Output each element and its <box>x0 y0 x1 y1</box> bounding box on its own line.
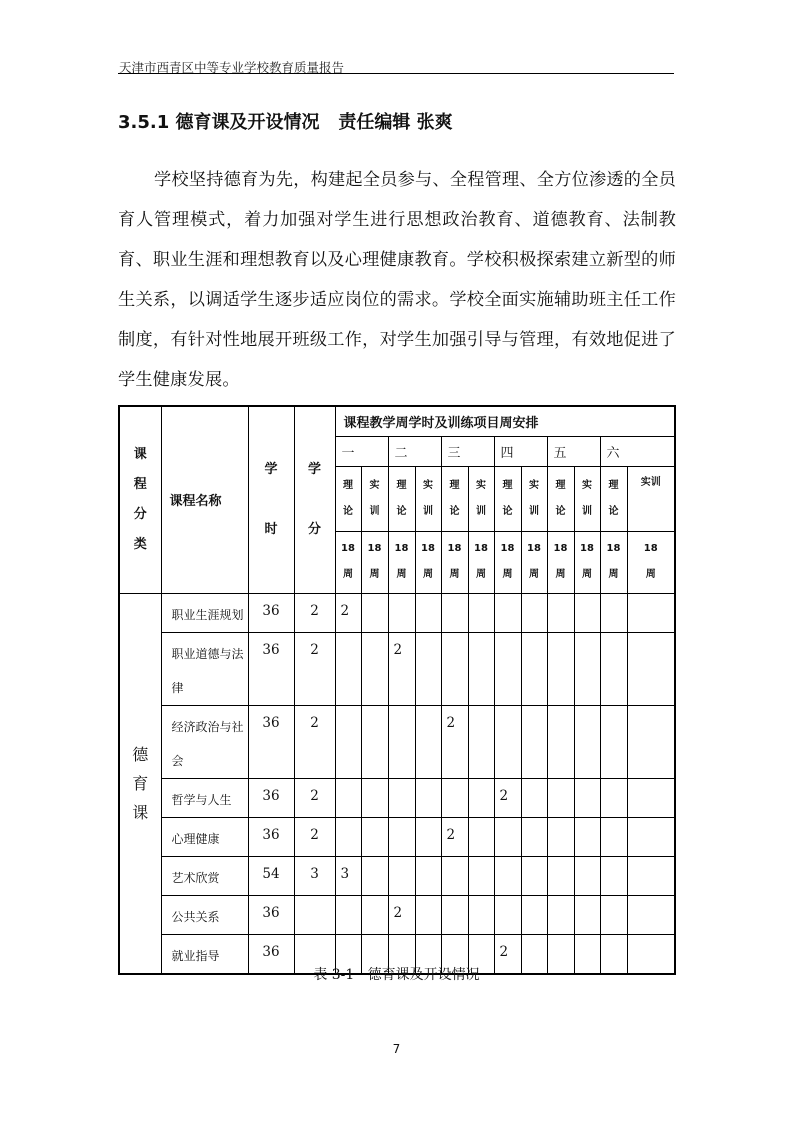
table-row <box>119 817 675 856</box>
schedule-cell <box>468 632 494 705</box>
credits-cell: 2 <box>294 632 335 705</box>
schedule-cell <box>415 705 441 778</box>
schedule-cell <box>468 778 494 817</box>
term-header: 三 <box>441 436 494 466</box>
schedule-cell: 2 <box>335 593 361 632</box>
schedule-cell <box>388 593 415 632</box>
schedule-cell <box>388 856 415 895</box>
schedule-cell <box>468 895 494 934</box>
practice-header: 实 训 <box>574 466 600 531</box>
theory-header: 理 论 <box>600 466 627 531</box>
schedule-cell <box>574 705 600 778</box>
schedule-cell <box>627 817 675 856</box>
schedule-cell <box>521 817 547 856</box>
table-row <box>119 705 675 778</box>
practice-header: 实 训 <box>521 466 547 531</box>
theory-header: 理 论 <box>547 466 574 531</box>
weeks-header: 18 周 <box>600 531 627 593</box>
schedule-cell <box>415 817 441 856</box>
schedule-cell <box>335 632 361 705</box>
weeks-header: 18 周 <box>441 531 468 593</box>
schedule-cell <box>600 705 627 778</box>
schedule-cell <box>335 778 361 817</box>
schedule-cell <box>415 593 441 632</box>
course-name-cell: 职业生涯规划 <box>161 593 248 632</box>
header-credits: 学 分 <box>294 406 335 593</box>
weeks-header: 18 周 <box>468 531 494 593</box>
schedule-cell <box>600 778 627 817</box>
schedule-cell <box>547 895 574 934</box>
course-name-cell: 职业道德与法 律 <box>161 632 248 705</box>
header-rule <box>118 73 674 74</box>
credits-cell: 2 <box>294 778 335 817</box>
schedule-cell <box>361 705 388 778</box>
course-name-cell: 哲学与人生 <box>161 778 248 817</box>
schedule-cell <box>361 856 388 895</box>
schedule-cell <box>494 705 521 778</box>
schedule-cell: 3 <box>335 856 361 895</box>
schedule-cell <box>627 895 675 934</box>
term-header: 五 <box>547 436 600 466</box>
schedule-cell <box>468 705 494 778</box>
hours-cell: 36 <box>248 705 294 778</box>
schedule-cell <box>627 593 675 632</box>
schedule-cell <box>335 705 361 778</box>
schedule-cell <box>441 778 468 817</box>
course-name-cell: 艺术欣赏 <box>161 856 248 895</box>
schedule-cell <box>494 632 521 705</box>
header-course-name: 课程名称 <box>161 406 248 593</box>
schedule-cell <box>415 856 441 895</box>
table-row <box>119 632 675 705</box>
header-week-schedule: 课程教学周学时及训练项目周安排 <box>335 406 675 436</box>
section-title: 3.5.1 德育课及开设情况 责任编辑 张爽 <box>118 112 453 133</box>
schedule-cell <box>468 593 494 632</box>
schedule-cell <box>547 778 574 817</box>
schedule-cell <box>574 817 600 856</box>
schedule-cell <box>361 895 388 934</box>
table-caption: 表 3-1 德育课及开设情况 <box>313 967 480 983</box>
schedule-cell <box>574 895 600 934</box>
weeks-header: 18 周 <box>627 531 675 593</box>
schedule-cell: 2 <box>441 817 468 856</box>
schedule-cell <box>415 778 441 817</box>
weeks-header: 18 周 <box>415 531 441 593</box>
hours-cell: 36 <box>248 593 294 632</box>
schedule-cell <box>627 632 675 705</box>
theory-header: 理 论 <box>388 466 415 531</box>
schedule-cell <box>547 632 574 705</box>
term-header: 六 <box>600 436 675 466</box>
schedule-cell <box>521 705 547 778</box>
schedule-cell: 2 <box>494 934 521 974</box>
weeks-header: 18 周 <box>574 531 600 593</box>
schedule-cell <box>600 856 627 895</box>
table-row <box>119 778 675 817</box>
schedule-cell <box>600 817 627 856</box>
weeks-header: 18 周 <box>388 531 415 593</box>
schedule-cell: 2 <box>441 705 468 778</box>
course-table <box>118 405 676 975</box>
table-row <box>119 856 675 895</box>
header-hours: 学 时 <box>248 406 294 593</box>
schedule-cell <box>388 705 415 778</box>
credits-cell: 2 <box>294 705 335 778</box>
schedule-cell <box>574 632 600 705</box>
theory-header: 理 论 <box>441 466 468 531</box>
schedule-cell <box>335 817 361 856</box>
term-header: 一 <box>335 436 388 466</box>
schedule-cell <box>494 817 521 856</box>
hours-cell: 36 <box>248 895 294 934</box>
weeks-header: 18 周 <box>521 531 547 593</box>
schedule-cell <box>627 705 675 778</box>
schedule-cell <box>494 856 521 895</box>
header-category: 课 程 分 类 <box>119 406 161 593</box>
schedule-cell <box>547 705 574 778</box>
credits-cell: 2 <box>294 593 335 632</box>
schedule-cell <box>547 817 574 856</box>
schedule-cell <box>415 632 441 705</box>
theory-header: 理 论 <box>494 466 521 531</box>
schedule-cell <box>627 778 675 817</box>
schedule-cell <box>521 895 547 934</box>
course-name-cell: 就业指导 <box>161 934 248 974</box>
schedule-cell <box>468 856 494 895</box>
course-name-cell: 公共关系 <box>161 895 248 934</box>
schedule-cell <box>441 856 468 895</box>
schedule-cell: 2 <box>388 895 415 934</box>
weeks-header: 18 周 <box>335 531 361 593</box>
schedule-cell <box>494 593 521 632</box>
schedule-cell <box>600 632 627 705</box>
schedule-cell <box>361 593 388 632</box>
hours-cell: 54 <box>248 856 294 895</box>
schedule-cell <box>441 895 468 934</box>
schedule-cell <box>388 817 415 856</box>
term-header: 四 <box>494 436 547 466</box>
practice-header: 实 训 <box>415 466 441 531</box>
schedule-cell <box>574 856 600 895</box>
course-name-cell: 经济政治与社 会 <box>161 705 248 778</box>
schedule-cell: 2 <box>388 632 415 705</box>
category-cell: 德 育 课 <box>119 593 161 974</box>
body-paragraph: 学校坚持德育为先，构建起全员参与、全程管理、全方位渗透的全员育人管理模式，着力加强对学生进行思想政治教育、道德教育、法制教育、职业生涯和理想教育以及心理健康教育。学校积极探索建立新型的师生关系，以调适学生逐步适应岗位的需求。学校全面实施辅助班主任工作制度，有针对性地展开班级工作，对学生加强引导与管理，有效地促进了学生健康发展。 <box>118 170 676 390</box>
hours-cell: 36 <box>248 817 294 856</box>
hours-cell: 36 <box>248 934 294 974</box>
credits-cell: 2 <box>294 817 335 856</box>
schedule-cell <box>574 778 600 817</box>
schedule-cell <box>335 895 361 934</box>
schedule-cell <box>494 895 521 934</box>
schedule-cell <box>547 593 574 632</box>
schedule-cell <box>521 632 547 705</box>
schedule-cell <box>468 817 494 856</box>
schedule-cell <box>521 856 547 895</box>
table-row <box>119 593 675 632</box>
weeks-header: 18 周 <box>547 531 574 593</box>
schedule-cell <box>388 778 415 817</box>
weeks-header: 18 周 <box>494 531 521 593</box>
practice-header: 实 训 <box>361 466 388 531</box>
weeks-header: 18 周 <box>361 531 388 593</box>
schedule-cell <box>441 632 468 705</box>
schedule-cell <box>415 895 441 934</box>
schedule-cell: 2 <box>494 778 521 817</box>
credits-cell: 3 <box>294 856 335 895</box>
theory-header: 理 论 <box>335 466 361 531</box>
table-row <box>119 895 675 934</box>
schedule-cell <box>574 593 600 632</box>
schedule-cell <box>361 778 388 817</box>
schedule-cell <box>547 856 574 895</box>
schedule-cell <box>627 856 675 895</box>
schedule-cell <box>361 817 388 856</box>
schedule-cell <box>361 632 388 705</box>
course-name-cell: 心理健康 <box>161 817 248 856</box>
schedule-cell <box>441 593 468 632</box>
schedule-cell <box>600 895 627 934</box>
credits-cell <box>294 895 335 934</box>
term-header: 二 <box>388 436 441 466</box>
hours-cell: 36 <box>248 632 294 705</box>
page-number: 7 <box>392 1042 401 1056</box>
hours-cell: 36 <box>248 778 294 817</box>
practice-header: 实训 <box>627 466 675 531</box>
schedule-cell <box>521 593 547 632</box>
schedule-cell <box>600 593 627 632</box>
schedule-cell <box>521 778 547 817</box>
document-header: 天津市西青区中等专业学校教育质量报告 <box>119 60 345 75</box>
practice-header: 实 训 <box>468 466 494 531</box>
